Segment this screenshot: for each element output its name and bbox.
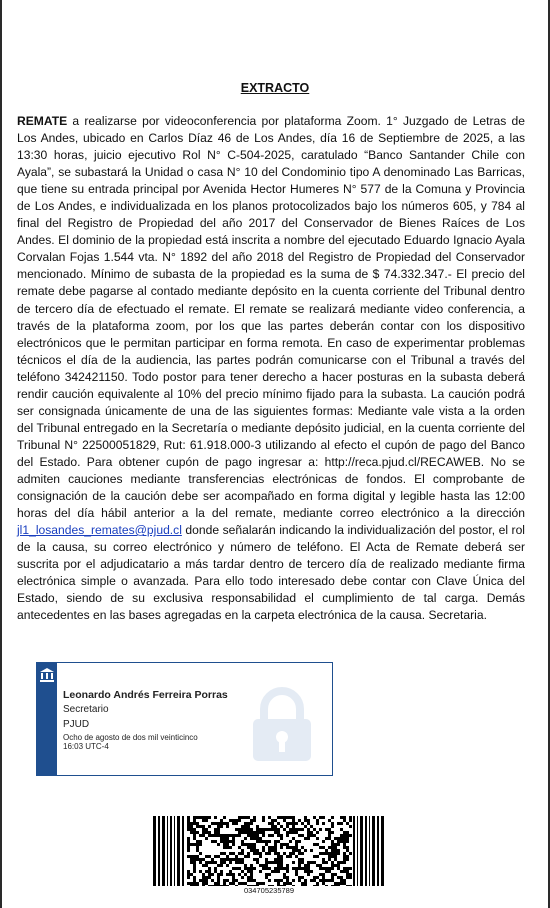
document-body <box>17 113 525 624</box>
page-border-left <box>0 0 2 908</box>
email-link[interactable]: jl1_losandes_remates@pjud.cl <box>17 523 182 538</box>
body-text-part-1: a realizarse por videoconferencia por plataforma Zoom. 1° Juzgado de Letras de Los Andes, ubicado en Carlos Díaz 46 de Los Andes, día 16 de Septiembre de 2025, a las 13:30 horas, juicio ejecutivo Rol N° C-504-2025, caratulado “Banco Santander Chile con Ayala”, se subastará la Unidad o casa N° 10 del Condominio tipo A denominado Las Barricas, que tiene su entrada principal por Avenida Hector Humeres N° 577 de la Comuna y Provincia de Los Andes, e individualizada en los planos protocolizados bajo los números 605, y 784 al final del Registro de Propiedad del año 2017 del Conservador de Bienes Raíces de Los Andes. El dominio de la propiedad está inscrita a nombre del ejecutado Eduardo Ignacio Ayala Corvalan Fojas 1.544 vta. N° 1892 del año 2018 del Registro de Propiedad del Conservador mencionado. Mínimo de subasta de la propiedad es la suma de $ 74.332.347.- El precio del remate debe pagarse al contado mediante depósito en la cuenta corriente del Tribunal dentro de tercero día de efectuado el remate. El remate se realizará mediante video conferencia, a través de la plataforma zoom, por los que las partes deberán contar con los dispositivo electrónicos que le permitan participar en forma remota. En caso de experimentar problemas técnicos el día de la audiencia, las partes podrán comunicarse con el Tribunal a través del teléfono 342421150. Todo postor para tener derecho a hacer posturas en la subasta deberá rendir caución equivalente al 10% del precio mínimo fijado para la subasta. La caución podrá ser consignada únicamente de una de las siguientes formas: Mediante vale vista a la orden del Tribunal entregado en la Secretaría o mediante depósito judicial, en la cuenta corriente del Tribunal N° 22500051829, Rut: 61.918.000-3 utilizando al efecto el cupón de pago del Banco del Estado. Para obtener cupón de pago ingresar a: http://reca.pjud.cl/RECAWEB. No se admiten cauciones mediante transferencias electrónicas de fondos. El comprobante de consignación de la caución debe ser acompañado en forma digital y legible hasta las 12:00 horas del día hábil anterior a la del remate, mediante correo electrónico a la dirección <box>17 114 525 521</box>
signer-organization: PJUD <box>63 719 90 730</box>
document-title: EXTRACTO <box>240 81 310 95</box>
barcode-image <box>153 816 385 886</box>
signer-name: Leonardo Andrés Ferreira Porras <box>63 689 228 701</box>
electronic-signature-box <box>36 662 333 776</box>
signature-side-bar <box>37 663 57 775</box>
signer-role: Secretario <box>63 704 109 715</box>
lead-word: REMATE <box>17 114 68 128</box>
signature-time: 16:03 UTC-4 <box>63 742 109 751</box>
courthouse-icon <box>39 667 55 683</box>
signature-date: Ocho de agosto de dos mil veinticinco <box>63 733 198 742</box>
lock-icon <box>247 685 317 763</box>
body-text-part-2: donde señalarán indicando la individualización del postor, el rol de la causa, su correo electrónico y número de teléfono. El Acta de Remate deberá ser suscrita por el adjudicatario a más tardar dentro de tercero día de realizado mediante firma electrónica simple o avanzada. Para ello todo interesado debe contar con Clave Única del Estado, siendo de su exclusiva responsabilidad el cumplimiento de tal carga. Demás antecedentes en las bases agregadas en la carpeta electrónica de la causa. Secretaria. <box>17 523 525 623</box>
barcode-number: 034705235789 <box>243 886 295 895</box>
